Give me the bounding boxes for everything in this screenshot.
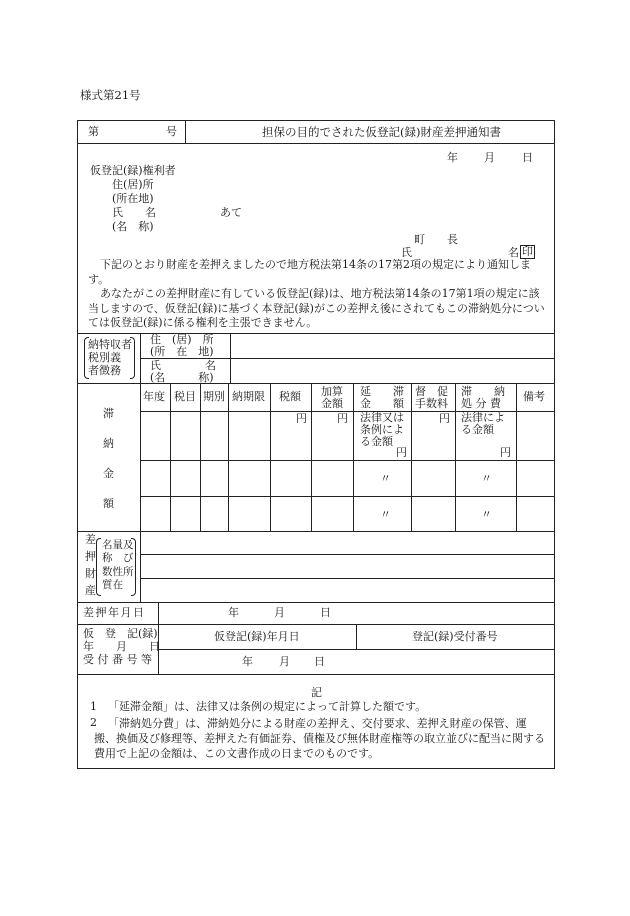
ditto-disposal-3: 〃 <box>481 508 492 521</box>
note-2-text: 「滞納処分費」は、滞納処分による財産の差押え、交付要求、差押え財産の保管、運搬、換価及び修理等、差押えた有価証券、債権及び無体財産権等の取立並びに配当に関する費用で上記の金額は、この文書作成の日までのものです。 <box>94 717 545 760</box>
registration-day: 日 <box>314 655 325 668</box>
col-year: 年度 <box>143 390 165 403</box>
form-number: 様式第21号 <box>80 88 141 102</box>
seized-sub-label-1: 名量及 <box>102 539 134 551</box>
seized-label-2: 押 <box>85 550 96 563</box>
col-delinquency-2: 金 額 <box>360 397 404 410</box>
col-due-date: 納期限 <box>232 390 265 403</box>
seizure-month: 月 <box>274 606 285 619</box>
number-label-left: 第 <box>88 125 99 138</box>
note-1-text: 「延滞金額」は、法律又は条例の規定によって計算した額です。 <box>108 700 427 713</box>
yen-delinquency: 円 <box>396 446 407 459</box>
yen-demand-fee: 円 <box>439 412 450 425</box>
delinquency-note-2: 条例によ <box>360 423 404 436</box>
seized-sub-label-2: 称 び <box>102 552 134 564</box>
arrears-label-1: 滞 <box>103 407 114 420</box>
col-delinquency-1: 延 滞 <box>360 385 404 398</box>
registration-label-3: 受 付 番 号 等 <box>83 653 152 666</box>
taxpayer-section-label-3: 者徴務 <box>88 364 121 377</box>
delinquency-note-1: 法律又は <box>360 411 404 424</box>
issuer-name-label-2: 名 <box>508 246 519 259</box>
date-day: 日 <box>522 151 533 164</box>
registration-month: 月 <box>279 655 290 668</box>
note-2-number: 2 <box>90 716 97 729</box>
issuer-name-label: 氏 <box>401 246 412 259</box>
registration-year: 年 <box>242 655 253 668</box>
col-demand-fee-1: 督 促 <box>415 385 448 398</box>
col-disposal-cost-1: 滞 納 <box>461 385 505 398</box>
addressee-suffix: あて <box>220 206 242 219</box>
date-year: 年 <box>447 151 458 164</box>
col-tax-amount: 税額 <box>279 390 301 403</box>
taxpayer-section-label-2: 税別義 <box>88 351 121 364</box>
col-remarks: 備考 <box>523 390 545 403</box>
yen-disposal-cost: 円 <box>500 446 511 459</box>
taxpayer-location-label: (所 在 地) <box>150 345 214 358</box>
disposal-note-1: 法律によ <box>461 411 505 424</box>
addressee-name-label: 氏 名 <box>112 206 156 219</box>
seized-sub-label-4: 質在 <box>102 579 123 591</box>
arrears-label-3: 金 <box>103 467 114 480</box>
arrears-label-4: 額 <box>103 497 114 510</box>
ditto-disposal-2: 〃 <box>481 472 492 485</box>
seized-label-4: 産 <box>85 584 96 597</box>
delinquency-note-3: る金額 <box>360 435 393 448</box>
seized-label-3: 財 <box>85 567 96 580</box>
taxpayer-name-label: 氏 名 <box>150 359 216 372</box>
seized-sub-label-3: 数性所 <box>102 566 134 578</box>
registration-label-1: 仮 登 記(録) <box>83 627 158 640</box>
yen-surcharge: 円 <box>337 412 348 425</box>
date-month: 月 <box>484 151 495 164</box>
note-1-number: 1 <box>90 700 97 713</box>
seizure-year: 年 <box>228 606 239 619</box>
ditto-delinquency-3: 〃 <box>380 508 391 521</box>
notes-heading: 記 <box>311 686 322 699</box>
seized-brace-left <box>96 538 101 596</box>
seizure-date-label: 差押年月日 <box>83 606 146 619</box>
seal-stamp <box>520 245 535 259</box>
registration-label-2: 年 月 日 <box>83 640 160 653</box>
ditto-delinquency-2: 〃 <box>380 472 391 485</box>
seizure-day: 日 <box>320 606 331 619</box>
body-paragraph-2: あなたがこの差押財産に有している仮登記(録)は、地方税法第14条の17第1項の規定に該当しますので、仮登記(録)に基づく本登記(録)がこの差押え後にされてもこの滞納処分については仮登記(録)に係る権利を主張できません。 <box>88 287 545 329</box>
disposal-note-2: る金額 <box>461 423 494 436</box>
taxpayer-entity-label: (名 称) <box>150 371 214 384</box>
col-tax-item: 税目 <box>174 390 196 403</box>
arrears-label-2: 納 <box>103 437 114 450</box>
col-period: 期別 <box>203 390 225 403</box>
yen-tax-amount: 円 <box>296 412 307 425</box>
addressee-role: 仮登記(録)権利者 <box>90 164 176 177</box>
col-disposal-cost-2: 処 分 費 <box>461 397 501 410</box>
number-label-right: 号 <box>166 125 177 138</box>
addressee-address-label: 住(居)所 <box>112 178 154 191</box>
taxpayer-section-label-1: 納特収者 <box>88 338 132 351</box>
col-surcharge-1: 加算 <box>321 385 343 398</box>
col-demand-fee-2: 手数料 <box>415 397 448 410</box>
registration-number-header: 登記(録)受付番号 <box>412 630 498 643</box>
addressee-location-label: (所在地) <box>112 192 154 205</box>
seized-label-1: 差 <box>85 533 96 546</box>
document-title: 担保の目的でされた仮登記(録)財産差押通知書 <box>262 125 501 139</box>
registration-date-header: 仮登記(録)年月日 <box>214 630 300 643</box>
seal-label: 印 <box>522 245 533 258</box>
col-surcharge-2: 金額 <box>321 397 343 410</box>
issuer-title: 町 長 <box>414 233 458 246</box>
taxpayer-address-label: 住 (居) 所 <box>150 333 214 346</box>
addressee-entity-label: (名 称) <box>112 220 154 233</box>
body-paragraph-1: 下記のとおり財産を差押えましたので地方税法第14条の17第2項の規定により通知します。 <box>88 258 531 286</box>
